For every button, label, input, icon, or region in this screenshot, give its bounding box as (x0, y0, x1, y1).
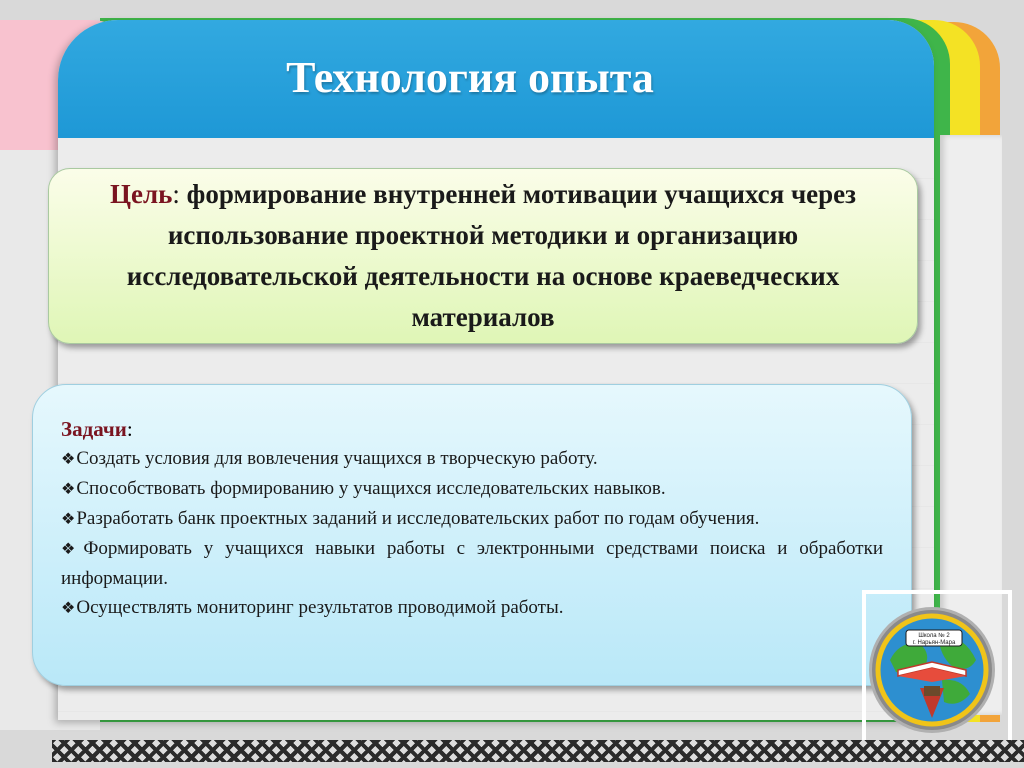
task-text: Разработать банк проектных заданий и исследовательских работ по годам обучения. (76, 508, 760, 529)
goal-colon: : (172, 179, 180, 209)
logo-text-line1: Школа № 2 (918, 633, 950, 639)
task-text: Создать условия для вовлечения учащихся в творческую работу. (76, 448, 598, 469)
diamond-bullet-icon: ❖ (61, 481, 76, 498)
bottom-ornament-border (52, 740, 1024, 762)
task-text: Формировать у учащихся навыки работы с электронными средствами поиска и обработки информации. (61, 538, 883, 589)
task-item (61, 534, 883, 593)
tasks-box (32, 384, 912, 686)
goal-label: Цель (109, 179, 173, 209)
goal-box (48, 168, 918, 344)
task-text: Осуществлять мониторинг результатов проводимой работы. (76, 597, 564, 618)
task-item (61, 504, 883, 534)
task-list (61, 444, 883, 623)
task-item (61, 474, 883, 504)
school-emblem-icon (872, 610, 992, 730)
diamond-bullet-icon: ❖ (61, 600, 76, 617)
task-item (61, 593, 883, 623)
tasks-colon: : (126, 417, 133, 441)
diamond-bullet-icon: ❖ (61, 511, 76, 528)
goal-description: формирование внутренней мотивации учащихся через использование проектной методики и организацию исследовательской деятельности на основе краеведческих материалов (126, 179, 857, 332)
diamond-bullet-icon: ❖ (61, 451, 76, 468)
logo-text-line2: г. Нарьян-Мара (912, 640, 956, 646)
diamond-bullet-icon: ❖ (61, 541, 83, 558)
tasks-heading (61, 415, 883, 444)
task-text: Способствовать формированию у учащихся исследовательских навыков. (76, 478, 666, 499)
slide-title: Технология опыта (286, 53, 654, 102)
task-item (61, 444, 883, 474)
goal-text-block (79, 174, 887, 338)
tasks-label: Задачи (61, 417, 127, 441)
